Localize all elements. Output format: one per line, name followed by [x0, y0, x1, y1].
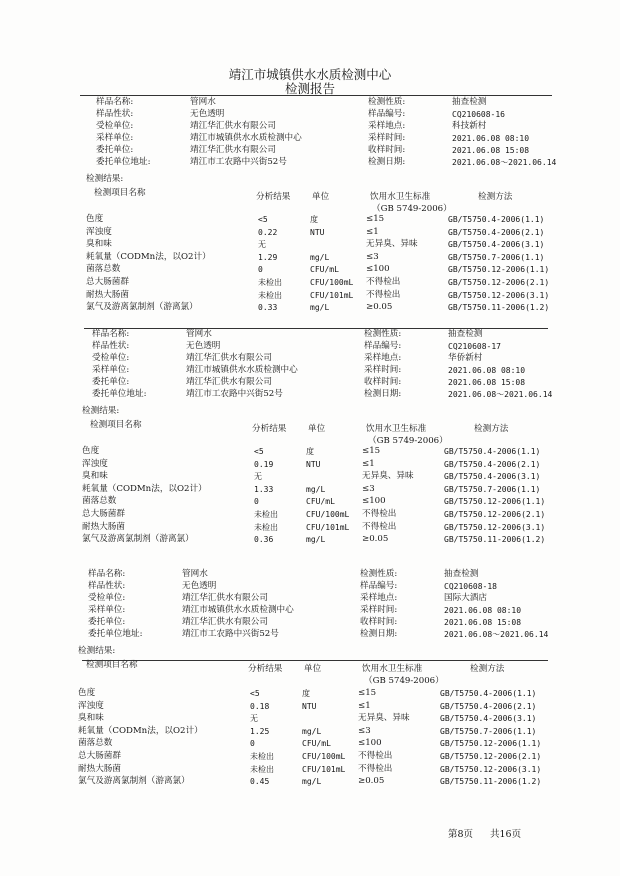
item-unit: mg/L: [302, 777, 322, 787]
section-divider: [84, 328, 548, 329]
item-method: GB/T5750.4-2006(2.1): [448, 227, 545, 237]
item-method: GB/T5750.12-2006(3.1): [440, 764, 542, 774]
item-result: 0.45: [250, 777, 270, 787]
sampling-time-label: 采样时间:: [364, 365, 402, 375]
test-date-value: 2021.06.08～2021.06.14: [444, 630, 549, 639]
sampling-time-value: 2021.06.08 08:10: [452, 134, 530, 143]
item-name: 菌落总数: [82, 496, 117, 507]
item-standard: 不得检出: [366, 289, 401, 300]
sampling-time-label: 采样时间:: [368, 133, 406, 143]
receiving-time-label: 收样时间:: [368, 145, 406, 155]
item-unit: mg/L: [302, 726, 322, 736]
sample-state-value: 无色透明: [182, 581, 217, 591]
item-standard: 无异臭、异味: [362, 471, 414, 482]
sampling-unit-label: 采样单位:: [96, 133, 134, 143]
item-result: 1.25: [250, 726, 270, 736]
test-date-value: 2021.06.08～2021.06.14: [448, 390, 553, 399]
sampling-unit-value: 靖江市城镇供水水质检测中心: [182, 605, 294, 615]
item-unit: CFU/100mL: [306, 510, 350, 519]
column-unit: 单位: [304, 664, 322, 674]
item-standard: ≤15: [358, 688, 377, 698]
item-result: 1.29: [258, 252, 278, 262]
item-standard: ≥0.05: [366, 302, 393, 313]
commission-address-value: 靖江市工农路中兴街52号: [190, 157, 287, 167]
item-unit: 度: [302, 689, 310, 698]
sample-number-value: CQ210608-17: [448, 342, 501, 351]
item-unit: mg/L: [306, 535, 326, 545]
sample-number-label: 样品编号:: [368, 109, 406, 119]
item-name: 耗氧量（CODMn法，以O2计）: [86, 251, 211, 262]
item-standard: ≤3: [362, 483, 375, 494]
item-name: 总大肠菌群: [78, 751, 121, 761]
item-result: 0: [254, 497, 259, 507]
test-results-label: 检测结果:: [86, 174, 124, 184]
item-unit: mg/L: [310, 252, 330, 262]
item-method: GB/T5750.4-2006(2.1): [444, 459, 541, 469]
item-method: GB/T5750.12-2006(2.1): [448, 278, 550, 287]
item-unit: CFU/mL: [310, 265, 339, 275]
client-unit-label: 受检单位:: [88, 593, 126, 603]
item-name: 氯气及游离氯制剂（游离氯）: [86, 302, 198, 313]
commission-unit-label: 委托单位:: [88, 617, 126, 627]
commission-address-label: 委托单位地址:: [88, 629, 143, 639]
item-result: 0: [250, 739, 255, 749]
item-result: 无: [250, 714, 258, 724]
commission-unit-value: 靖江华汇供水有限公司: [182, 617, 268, 627]
receiving-time-label: 收样时间:: [360, 617, 398, 627]
item-result: <5: [254, 447, 264, 456]
item-method: GB/T5750.4-2006(3.1): [444, 472, 541, 482]
item-unit: CFU/mL: [302, 739, 331, 749]
item-unit: NTU: [306, 459, 321, 469]
commission-unit-value: 靖江华汇供水有限公司: [186, 377, 272, 387]
receiving-time-label: 收样时间:: [364, 377, 402, 387]
client-unit-value: 靖江华汇供水有限公司: [186, 353, 272, 363]
item-result: <5: [250, 689, 260, 698]
item-method: GB/T5750.4-2006(3.1): [448, 240, 545, 250]
item-result: 未检出: [250, 752, 274, 761]
item-standard: 不得检出: [358, 751, 393, 761]
item-unit: CFU/101mL: [302, 764, 346, 774]
commission-address-label: 委托单位地址:: [92, 389, 147, 399]
column-item: 检测项目名称: [94, 188, 146, 198]
item-name: 总大肠菌群: [82, 509, 125, 519]
column-result: 分析结果: [256, 192, 291, 202]
item-name: 菌落总数: [78, 738, 113, 749]
item-name: 色度: [78, 688, 96, 698]
receiving-time-value: 2021.06.08 15:08: [452, 146, 530, 155]
sampling-time-label: 采样时间:: [360, 605, 398, 615]
item-result: 未检出: [254, 510, 278, 519]
test-nature-label: 检测性质:: [368, 97, 406, 107]
item-standard: ≤1: [358, 700, 371, 711]
item-standard: 不得检出: [358, 763, 393, 774]
column-result: 分析结果: [248, 664, 283, 674]
sample-name-label: 样品名称:: [92, 329, 130, 339]
item-unit: NTU: [310, 227, 325, 237]
sample-number-value: CQ210608-18: [444, 582, 497, 591]
item-unit: CFU/100mL: [302, 752, 346, 761]
sampling-unit-value: 靖江市城镇供水水质检测中心: [190, 133, 302, 143]
page-total: 共16页: [490, 829, 522, 840]
test-date-label: 检测日期:: [364, 389, 402, 399]
sample-name-value: 管网水: [190, 97, 216, 107]
item-name: 耐热大肠菌: [86, 289, 129, 300]
item-standard: ≤1: [366, 226, 379, 237]
sampling-unit-label: 采样单位:: [92, 365, 130, 375]
item-result: 未检出: [258, 278, 282, 287]
item-method: GB/T5750.4-2006(1.1): [444, 447, 541, 456]
sampling-site-label: 采样地点:: [364, 353, 402, 363]
item-name: 耐热大肠菌: [82, 521, 125, 532]
sample-state-label: 样品性状:: [96, 109, 134, 119]
test-results-label: 检测结果:: [78, 646, 116, 656]
item-name: 耗氧量（CODMn法，以O2计）: [78, 725, 203, 736]
commission-unit-label: 委托单位:: [96, 145, 134, 155]
item-name: 浑浊度: [82, 458, 108, 469]
item-name: 臭和味: [82, 471, 108, 482]
item-name: 耐热大肠菌: [78, 763, 121, 774]
item-method: GB/T5750.11-2006(1.2): [444, 535, 546, 545]
item-name: 氯气及游离氯制剂（游离氯）: [82, 534, 194, 545]
item-result: 0: [258, 265, 263, 275]
item-result: 0.36: [254, 535, 274, 545]
item-standard: 不得检出: [362, 521, 397, 532]
item-method: GB/T5750.12-2006(1.1): [440, 739, 542, 749]
item-name: 氯气及游离氯制剂（游离氯）: [78, 776, 190, 787]
sample-number-value: CQ210608-16: [452, 110, 505, 119]
test-date-label: 检测日期:: [368, 157, 406, 167]
column-method: 检测方法: [474, 424, 509, 434]
item-standard: ≥0.05: [358, 776, 385, 787]
test-nature-value: 抽查检测: [448, 329, 483, 339]
section-divider: [82, 660, 548, 661]
item-standard: ≤3: [366, 251, 379, 262]
item-name: 浑浊度: [78, 700, 104, 711]
item-unit: NTU: [302, 701, 317, 711]
test-nature-value: 抽查检测: [444, 569, 479, 579]
item-unit: mg/L: [306, 484, 326, 494]
item-unit: mg/L: [310, 303, 330, 313]
sampling-site-label: 采样地点:: [368, 121, 406, 131]
item-standard: 无异臭、异味: [366, 239, 418, 250]
item-standard: ≤15: [366, 214, 385, 224]
column-item: 检测项目名称: [90, 420, 142, 430]
item-unit: CFU/mL: [306, 497, 335, 507]
test-results-label: 检测结果:: [82, 406, 120, 416]
sampling-site-value: 国际大酒店: [444, 593, 487, 603]
item-result: 无: [258, 240, 266, 250]
page-number: 第8页: [448, 829, 474, 840]
sample-state-label: 样品性状:: [92, 341, 130, 351]
item-standard: 不得检出: [362, 509, 397, 519]
sampling-time-value: 2021.06.08 08:10: [448, 366, 526, 375]
sampling-site-value: 科技新村: [452, 121, 487, 131]
commission-address-value: 靖江市工农路中兴街52号: [186, 389, 283, 399]
item-method: GB/T5750.4-2006(3.1): [440, 714, 537, 724]
sample-name-label: 样品名称:: [88, 569, 126, 579]
item-method: GB/T5750.12-2006(3.1): [448, 290, 550, 300]
item-method: GB/T5750.11-2006(1.2): [448, 303, 550, 313]
column-standard-code: （GB 5749-2006）: [364, 676, 444, 686]
item-name: 总大肠菌群: [86, 277, 129, 287]
sample-name-value: 管网水: [186, 329, 212, 339]
item-method: GB/T5750.11-2006(1.2): [440, 777, 542, 787]
item-unit: CFU/100mL: [310, 278, 354, 287]
item-method: GB/T5750.12-2006(1.1): [448, 265, 550, 275]
header-rule: [80, 95, 552, 96]
test-nature-label: 检测性质:: [360, 569, 398, 579]
item-standard: 无异臭、异味: [358, 713, 410, 724]
item-name: 耗氧量（CODMn法，以O2计）: [82, 483, 207, 494]
commission-address-label: 委托单位地址:: [96, 157, 151, 167]
client-unit-label: 受检单位:: [92, 353, 130, 363]
item-name: 臭和味: [78, 713, 104, 724]
item-unit: CFU/101mL: [310, 290, 354, 300]
item-unit: 度: [306, 447, 314, 456]
item-method: GB/T5750.4-2006(1.1): [440, 689, 537, 698]
commission-unit-label: 委托单位:: [92, 377, 130, 387]
item-result: 未检出: [258, 290, 282, 300]
commission-address-value: 靖江市工农路中兴街52号: [182, 629, 279, 639]
item-name: 菌落总数: [86, 264, 121, 275]
item-method: GB/T5750.12-2006(2.1): [440, 752, 542, 761]
item-standard: ≤100: [362, 496, 386, 507]
sample-name-label: 样品名称:: [96, 97, 134, 107]
sampling-unit-value: 靖江市城镇供水水质检测中心: [186, 365, 298, 375]
column-unit: 单位: [312, 192, 330, 202]
column-standard: 饮用水卫生标准: [370, 192, 431, 202]
client-unit-value: 靖江华汇供水有限公司: [190, 121, 276, 131]
item-result: 0.19: [254, 459, 274, 469]
column-method: 检测方法: [470, 664, 505, 674]
column-item: 检测项目名称: [86, 660, 138, 670]
item-method: GB/T5750.12-2006(1.1): [444, 497, 546, 507]
item-result: 无: [254, 472, 262, 482]
column-unit: 单位: [308, 424, 326, 434]
item-result: 0.18: [250, 701, 270, 711]
item-method: GB/T5750.4-2006(2.1): [440, 701, 537, 711]
client-unit-value: 靖江华汇供水有限公司: [182, 593, 268, 603]
commission-unit-value: 靖江华汇供水有限公司: [190, 145, 276, 155]
sample-number-label: 样品编号:: [364, 341, 402, 351]
report-subtitle: 检测报告: [284, 81, 335, 96]
item-standard: ≤100: [358, 738, 382, 749]
client-unit-label: 受检单位:: [96, 121, 134, 131]
item-result: <5: [258, 215, 268, 224]
item-standard: ≥0.05: [362, 534, 389, 545]
item-unit: CFU/101mL: [306, 522, 350, 532]
sample-state-value: 无色透明: [186, 341, 221, 351]
column-standard-code: （GB 5749-2006）: [368, 436, 448, 446]
item-standard: ≤3: [358, 725, 371, 736]
item-result: 0.22: [258, 227, 278, 237]
column-result: 分析结果: [252, 424, 287, 434]
sampling-time-value: 2021.06.08 08:10: [444, 606, 522, 615]
item-name: 浑浊度: [86, 226, 112, 237]
column-standard: 饮用水卫生标准: [362, 664, 423, 674]
column-standard: 饮用水卫生标准: [366, 424, 427, 434]
sampling-unit-label: 采样单位:: [88, 605, 126, 615]
item-result: 1.33: [254, 484, 274, 494]
item-name: 色度: [86, 214, 104, 224]
sample-state-label: 样品性状:: [88, 581, 126, 591]
sample-state-value: 无色透明: [190, 109, 225, 119]
item-method: GB/T5750.7-2006(1.1): [440, 726, 537, 736]
item-method: GB/T5750.7-2006(1.1): [444, 484, 541, 494]
item-method: GB/T5750.12-2006(3.1): [444, 522, 546, 532]
item-standard: ≤15: [362, 446, 381, 456]
item-method: GB/T5750.4-2006(1.1): [448, 215, 545, 224]
sampling-site-value: 华侨新村: [448, 353, 483, 363]
test-date-value: 2021.06.08～2021.06.14: [452, 158, 557, 167]
sample-number-label: 样品编号:: [360, 581, 398, 591]
item-result: 未检出: [250, 764, 274, 774]
sampling-site-label: 采样地点:: [360, 593, 398, 603]
item-method: GB/T5750.12-2006(2.1): [444, 510, 546, 519]
receiving-time-value: 2021.06.08 15:08: [444, 618, 522, 627]
column-standard-code: （GB 5749-2006）: [372, 204, 452, 214]
test-date-label: 检测日期:: [360, 629, 398, 639]
sample-name-value: 管网水: [182, 569, 208, 579]
test-nature-value: 抽查检测: [452, 97, 487, 107]
report-org-title: 靖江市城镇供水水质检测中心: [228, 67, 392, 82]
item-result: 未检出: [254, 522, 278, 532]
item-method: GB/T5750.7-2006(1.1): [448, 252, 545, 262]
test-nature-label: 检测性质:: [364, 329, 402, 339]
item-standard: ≤100: [366, 264, 390, 275]
receiving-time-value: 2021.06.08 15:08: [448, 378, 526, 387]
item-standard: ≤1: [362, 458, 375, 469]
item-unit: 度: [310, 215, 318, 224]
item-name: 色度: [82, 446, 100, 456]
item-result: 0.33: [258, 303, 278, 313]
item-standard: 不得检出: [366, 277, 401, 287]
column-method: 检测方法: [478, 192, 513, 202]
item-name: 臭和味: [86, 239, 112, 250]
